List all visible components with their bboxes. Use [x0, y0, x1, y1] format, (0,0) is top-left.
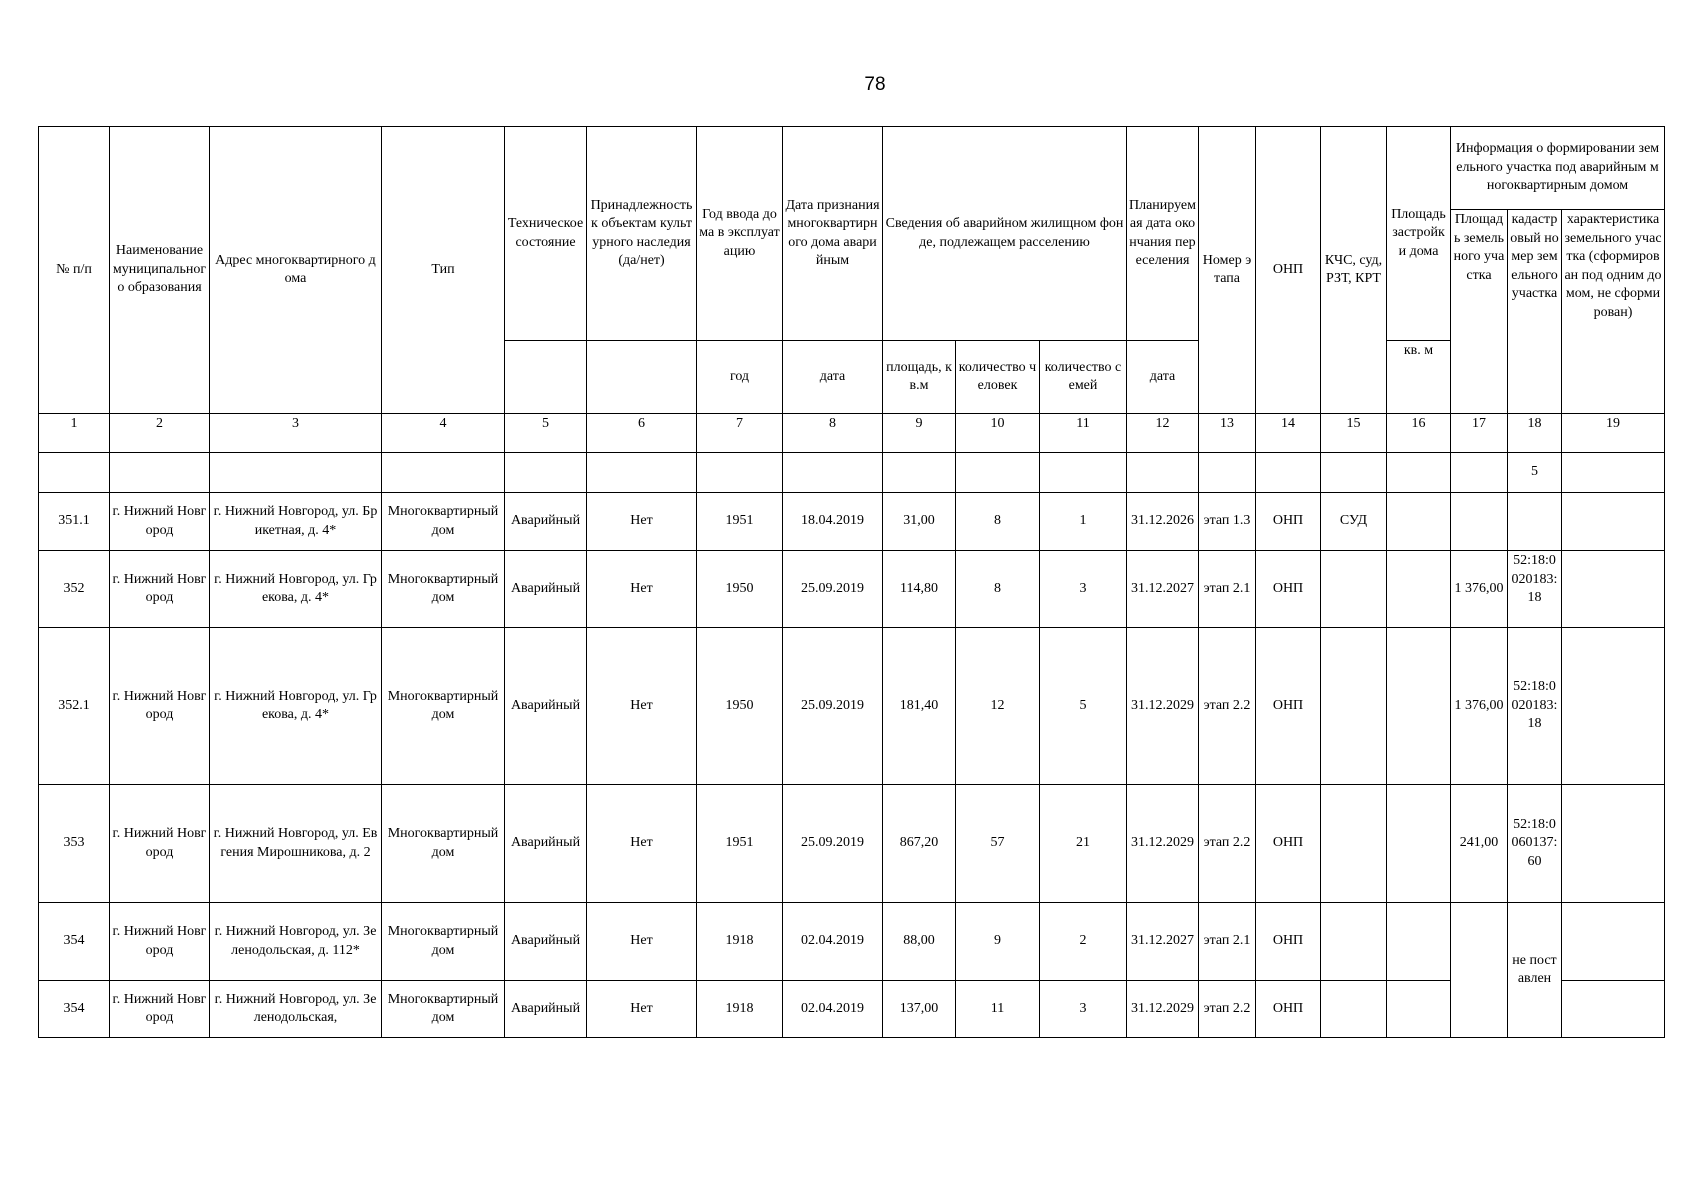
- cell-year: 1951: [697, 493, 783, 551]
- cell-onp: ОНП: [1256, 785, 1321, 903]
- cell-area: 114,80: [883, 551, 956, 628]
- cell-type: Многоквартирный дом: [382, 493, 505, 551]
- cell-planned-date: 31.12.2029: [1127, 628, 1199, 785]
- cell-area: 88,00: [883, 903, 956, 981]
- cell-heritage: Нет: [587, 493, 697, 551]
- column-number-row: [39, 414, 1665, 453]
- subheader-date: дата: [783, 341, 883, 414]
- table-row: [39, 493, 1665, 551]
- cell-address: г. Нижний Новгород, ул. Грекова, д. 4*: [210, 628, 382, 785]
- col-number: 19: [1562, 414, 1665, 453]
- cell-onp: ОНП: [1256, 981, 1321, 1038]
- table-row: [39, 981, 1665, 1038]
- cell-area: 137,00: [883, 981, 956, 1038]
- subheader-people: количество человек: [956, 341, 1040, 414]
- col-number: 16: [1387, 414, 1451, 453]
- col-number: 9: [883, 414, 956, 453]
- cell-date: 25.09.2019: [783, 785, 883, 903]
- header-land-characteristic: характеристика земельного участка (сформирован под одним домом, не сформирован): [1562, 210, 1665, 414]
- cell-type: Многоквартирный дом: [382, 785, 505, 903]
- header-built-area: Площадь застройки дома: [1387, 127, 1451, 341]
- cell-area: 867,20: [883, 785, 956, 903]
- cell-num: 352: [39, 551, 110, 628]
- col-number: 2: [110, 414, 210, 453]
- col-number: 5: [505, 414, 587, 453]
- table-row: [39, 551, 1665, 628]
- cell-num: 351.1: [39, 493, 110, 551]
- cell-cadastral: 52:18:0020183:18: [1508, 551, 1562, 628]
- cell-planned-date: 31.12.2027: [1127, 551, 1199, 628]
- cell-date: 18.04.2019: [783, 493, 883, 551]
- cell-state: Аварийный: [505, 785, 587, 903]
- cell-state: Аварийный: [505, 903, 587, 981]
- cell-planned-date: 31.12.2027: [1127, 903, 1199, 981]
- cell-state: Аварийный: [505, 628, 587, 785]
- header-num: № п/п: [39, 127, 110, 414]
- subheader-year: год: [697, 341, 783, 414]
- cell-stage: этап 2.1: [1199, 551, 1256, 628]
- cell-municipality: г. Нижний Новгород: [110, 628, 210, 785]
- col-number: 15: [1321, 414, 1387, 453]
- header-onp: ОНП: [1256, 127, 1321, 414]
- cell-date: 02.04.2019: [783, 903, 883, 981]
- cell-state: Аварийный: [505, 493, 587, 551]
- cell-land-area: [1451, 493, 1508, 551]
- cell-stage: этап 1.3: [1199, 493, 1256, 551]
- table-row: [39, 628, 1665, 785]
- cell-built-area: [1387, 981, 1451, 1038]
- cell-people: 57: [956, 785, 1040, 903]
- cell-municipality: г. Нижний Новгород: [110, 785, 210, 903]
- cell-characteristic: [1562, 551, 1665, 628]
- cell-cadastral: не поставлен: [1508, 903, 1562, 1038]
- col-number: 11: [1040, 414, 1127, 453]
- cell-families: 3: [1040, 551, 1127, 628]
- header-cadastral-number: кадастровый номер земельного участка: [1508, 210, 1562, 414]
- cell-kchs: [1321, 981, 1387, 1038]
- cell-onp: ОНП: [1256, 628, 1321, 785]
- cell-land-area: [1451, 903, 1508, 1038]
- cell-address: г. Нижний Новгород, ул. Евгения Мирошникова, д. 2: [210, 785, 382, 903]
- col-number: 3: [210, 414, 382, 453]
- cell-cadastral: 52:18:0020183:18: [1508, 628, 1562, 785]
- cell-num: 352.1: [39, 628, 110, 785]
- page-number: 78: [864, 74, 886, 95]
- cell-characteristic: [1562, 785, 1665, 903]
- cell-planned-date: 31.12.2029: [1127, 785, 1199, 903]
- emergency-housing-table: [38, 126, 1665, 1038]
- cell-people: 8: [956, 551, 1040, 628]
- cell-cadastral: [1508, 493, 1562, 551]
- col-number: 10: [956, 414, 1040, 453]
- cell-municipality: г. Нижний Новгород: [110, 903, 210, 981]
- cell-kchs: [1321, 903, 1387, 981]
- cell-year: 1950: [697, 628, 783, 785]
- cell-characteristic: [1562, 903, 1665, 981]
- cell-type: Многоквартирный дом: [382, 903, 505, 981]
- cell-built-area: [1387, 551, 1451, 628]
- cell-built-area: [1387, 628, 1451, 785]
- cell-kchs: [1321, 628, 1387, 785]
- header-housing-info: Сведения об аварийном жилищном фонде, подлежащем расселению: [883, 127, 1127, 341]
- cell-state: Аварийный: [505, 981, 587, 1038]
- cell-onp: ОНП: [1256, 551, 1321, 628]
- col-number: 18: [1508, 414, 1562, 453]
- cell-year: 1918: [697, 903, 783, 981]
- cell-municipality: г. Нижний Новгород: [110, 493, 210, 551]
- header-commission-year: Год ввода дома в эксплуатацию: [697, 127, 783, 341]
- cell-people: 8: [956, 493, 1040, 551]
- col-number: 1: [39, 414, 110, 453]
- subheader-planned-date: дата: [1127, 341, 1199, 414]
- cell-year: 1950: [697, 551, 783, 628]
- cell-municipality: г. Нижний Новгород: [110, 981, 210, 1038]
- cell-heritage: Нет: [587, 981, 697, 1038]
- spacer-row: [39, 453, 1665, 493]
- cell-year: 1951: [697, 785, 783, 903]
- cell-kchs: [1321, 551, 1387, 628]
- cell-land-area: 1 376,00: [1451, 628, 1508, 785]
- cell-address: г. Нижний Новгород, ул. Брикетная, д. 4*: [210, 493, 382, 551]
- cell-onp: ОНП: [1256, 903, 1321, 981]
- cell-num: 354: [39, 903, 110, 981]
- cell-area: 31,00: [883, 493, 956, 551]
- cell-stage: этап 2.2: [1199, 628, 1256, 785]
- table-row: [39, 903, 1665, 981]
- cell-area: 181,40: [883, 628, 956, 785]
- col-number: 12: [1127, 414, 1199, 453]
- cell-people: 12: [956, 628, 1040, 785]
- cell-built-area: [1387, 903, 1451, 981]
- cell-built-area: [1387, 785, 1451, 903]
- col-number: 13: [1199, 414, 1256, 453]
- cell-families: 3: [1040, 981, 1127, 1038]
- cell-families: 1: [1040, 493, 1127, 551]
- cell-planned-date: 31.12.2029: [1127, 981, 1199, 1038]
- cell-num: 353: [39, 785, 110, 903]
- col-number: 14: [1256, 414, 1321, 453]
- col-number: 17: [1451, 414, 1508, 453]
- header-municipality: Наименование муниципального образования: [110, 127, 210, 414]
- cell-date: 25.09.2019: [783, 551, 883, 628]
- header-emergency-date: Дата признания многоквартирного дома аварийным: [783, 127, 883, 341]
- cell-people: 11: [956, 981, 1040, 1038]
- cell-type: Многоквартирный дом: [382, 551, 505, 628]
- cell-characteristic: [1562, 628, 1665, 785]
- cell-date: 25.09.2019: [783, 628, 883, 785]
- header-address: Адрес многоквартирного дома: [210, 127, 382, 414]
- header-type: Тип: [382, 127, 505, 414]
- header-kchs: КЧС, суд, РЗТ, КРТ: [1321, 127, 1387, 414]
- cell-characteristic: [1562, 493, 1665, 551]
- cell-people: 9: [956, 903, 1040, 981]
- cell-address: г. Нижний Новгород, ул. Зеленодольская,: [210, 981, 382, 1038]
- header-planned-date: Планируемая дата окончания переселения: [1127, 127, 1199, 341]
- subheader-area: площадь, кв.м: [883, 341, 956, 414]
- cell-families: 21: [1040, 785, 1127, 903]
- cell-stage: этап 2.2: [1199, 785, 1256, 903]
- subheader-families: количество семей: [1040, 341, 1127, 414]
- header-stage: Номер этапа: [1199, 127, 1256, 414]
- header-land-plot-info: Информация о формировании земельного участка под аварийным многоквартирным домом: [1451, 127, 1665, 210]
- cell-heritage: Нет: [587, 903, 697, 981]
- cell-land-area: 241,00: [1451, 785, 1508, 903]
- cell-municipality: г. Нижний Новгород: [110, 551, 210, 628]
- cell-kchs: [1321, 785, 1387, 903]
- cell-families: 5: [1040, 628, 1127, 785]
- subheader-sqm: кв. м: [1387, 341, 1451, 414]
- col-number: 8: [783, 414, 883, 453]
- cell-kchs: СУД: [1321, 493, 1387, 551]
- cell-land-area: 1 376,00: [1451, 551, 1508, 628]
- cell-address: г. Нижний Новгород, ул. Грекова, д. 4*: [210, 551, 382, 628]
- cell-stage: этап 2.2: [1199, 981, 1256, 1038]
- cell-address: г. Нижний Новгород, ул. Зеленодольская, д. 112*: [210, 903, 382, 981]
- cell-type: Многоквартирный дом: [382, 981, 505, 1038]
- cell-stage: этап 2.1: [1199, 903, 1256, 981]
- cell-state: Аварийный: [505, 551, 587, 628]
- cell-characteristic: [1562, 981, 1665, 1038]
- cell-families: 2: [1040, 903, 1127, 981]
- col-number: 4: [382, 414, 505, 453]
- cell-built-area: [1387, 493, 1451, 551]
- cell-type: Многоквартирный дом: [382, 628, 505, 785]
- cell-planned-date: 31.12.2026: [1127, 493, 1199, 551]
- cell-heritage: Нет: [587, 551, 697, 628]
- table-row: [39, 785, 1665, 903]
- col-number: 6: [587, 414, 697, 453]
- cell-date: 02.04.2019: [783, 981, 883, 1038]
- cell-heritage: Нет: [587, 785, 697, 903]
- header-land-area: Площадь земельного участка: [1451, 210, 1508, 414]
- spacer-cell-value: 5: [1508, 453, 1562, 493]
- header-heritage: Принадлежность к объектам культурного наследия (да/нет): [587, 127, 697, 341]
- cell-cadastral: 52:18:0060137:60: [1508, 785, 1562, 903]
- cell-num: 354: [39, 981, 110, 1038]
- cell-heritage: Нет: [587, 628, 697, 785]
- subheader-empty: [587, 341, 697, 414]
- header-tech-state: Техническое состояние: [505, 127, 587, 341]
- subheader-year: [505, 341, 587, 414]
- cell-year: 1918: [697, 981, 783, 1038]
- col-number: 7: [697, 414, 783, 453]
- cell-onp: ОНП: [1256, 493, 1321, 551]
